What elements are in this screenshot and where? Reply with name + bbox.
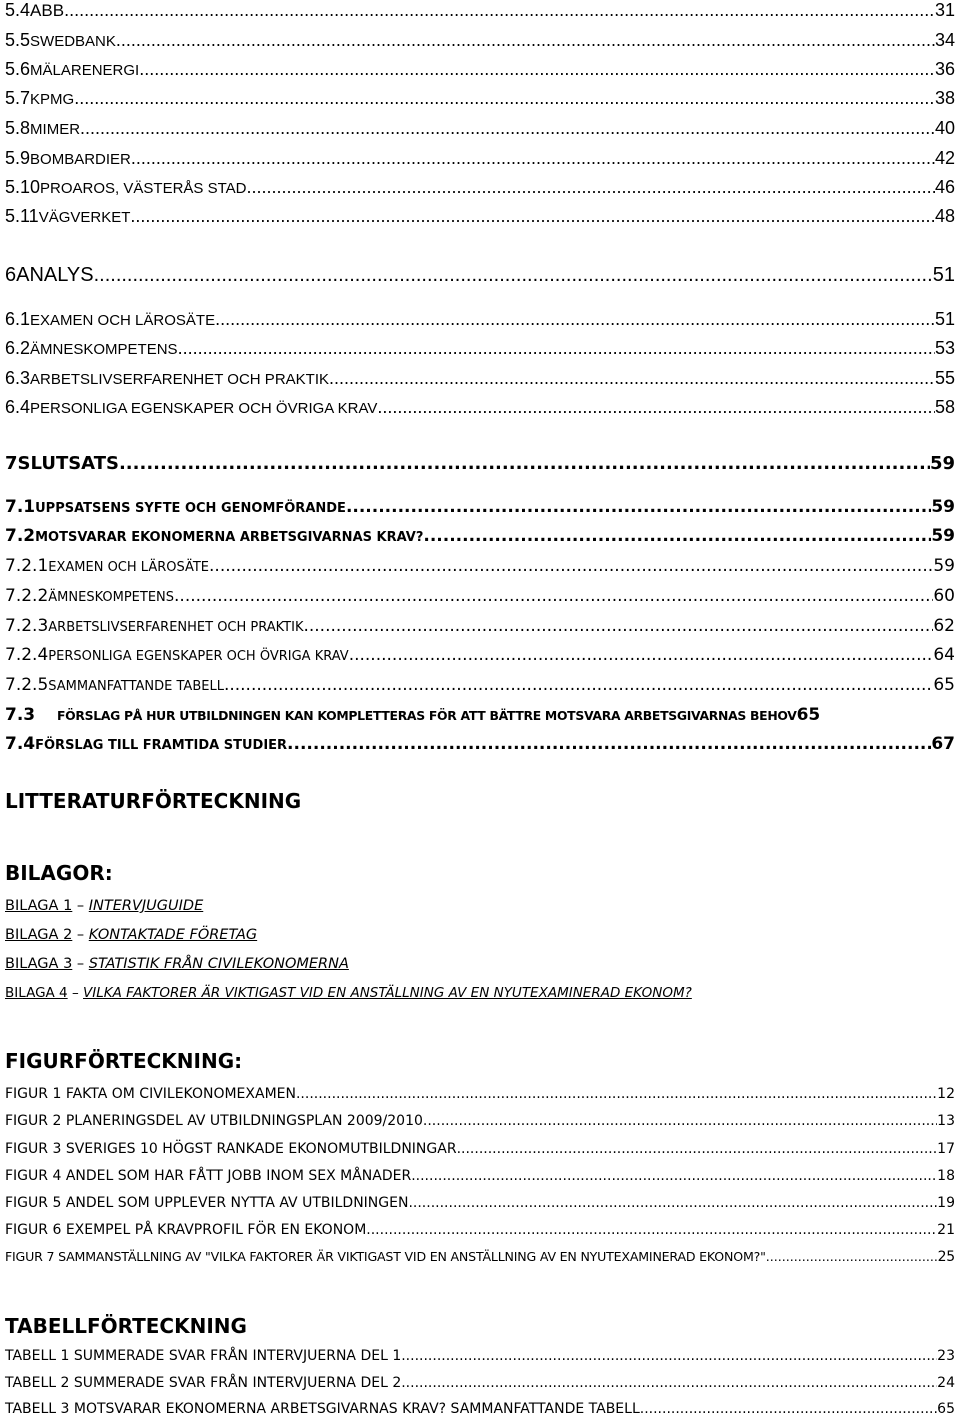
toc-title: SAMMANFATTANDE TABELL	[48, 679, 224, 694]
dot-leader	[119, 453, 930, 474]
toc-number: 5.7	[5, 88, 31, 108]
dot-leader	[411, 1168, 937, 1184]
toc-number: 7.2	[5, 526, 36, 546]
toc-title: PERSONLIGA EGENSKAPER OCH ÖVRIGA KRAV	[48, 649, 349, 664]
toc-page: 38	[934, 88, 955, 108]
dot-leader	[74, 88, 935, 109]
table-page: 24	[937, 1375, 955, 1391]
dot-leader	[401, 1375, 937, 1391]
toc-page: 51	[934, 309, 955, 329]
toc-page: 59	[929, 453, 955, 474]
toc-page: 46	[934, 177, 955, 197]
toc-number: 5.6	[5, 59, 31, 79]
dot-leader	[94, 264, 933, 287]
dot-leader	[366, 1222, 937, 1238]
appendix-title: VILKA FAKTORER ÄR VIKTIGAST VID EN ANSTÄLLNING AV EN NYUTEXAMINERAD EKONOM?	[83, 985, 692, 1001]
toc-entry-7-2[interactable]	[5, 526, 955, 546]
toc-page: 64	[933, 645, 955, 665]
dot-leader	[346, 497, 931, 517]
toc-entry-5-7[interactable]	[5, 88, 955, 109]
table-page: 65	[937, 1401, 955, 1417]
toc-entry-5-9[interactable]	[5, 148, 955, 169]
figure-page: 21	[937, 1222, 955, 1238]
dot-leader	[130, 206, 935, 227]
toc-entry-7-4[interactable]	[5, 734, 955, 754]
dot-leader	[423, 526, 931, 546]
table-entry-3[interactable]	[5, 1401, 955, 1417]
dot-leader	[139, 59, 935, 80]
toc-number: 6.1	[5, 309, 31, 329]
toc-entry-7-2-5[interactable]	[5, 675, 955, 695]
dot-leader	[64, 0, 935, 21]
toc-page: 55	[934, 368, 955, 388]
toc-entry-6[interactable]	[5, 264, 955, 287]
toc-number: 5.4	[5, 0, 31, 20]
dot-leader	[209, 556, 933, 576]
figure-page: 12	[937, 1086, 955, 1102]
toc-entry-7-2-3[interactable]	[5, 616, 955, 636]
table-title: TABELL 3 MOTSVARAR EKONOMERNA ARBETSGIVARNAS KRAV? SAMMANFATTANDE TABELL	[5, 1401, 640, 1417]
toc-page: 40	[934, 118, 955, 138]
figure-entry-3[interactable]	[5, 1141, 955, 1157]
figure-entry-2[interactable]	[5, 1113, 955, 1129]
toc-entry-7-3[interactable]	[5, 705, 955, 725]
toc-page: 59	[933, 556, 955, 576]
dot-leader	[116, 30, 935, 51]
toc-title: FÖRSLAG TILL FRAMTIDA STUDIER	[35, 738, 288, 753]
toc-number: 7.2.3	[5, 616, 49, 636]
toc-entry-6-3[interactable]	[5, 368, 955, 389]
toc-page: 42	[934, 148, 955, 168]
figure-page: 25	[937, 1249, 955, 1265]
toc-page: 53	[934, 338, 955, 358]
toc-number: 5.9	[5, 148, 31, 168]
toc-number: 7.1	[5, 497, 36, 517]
toc-entry-7-2-1[interactable]	[5, 556, 955, 576]
toc-number: 7.2.1	[5, 556, 49, 576]
toc-entry-6-1[interactable]	[5, 309, 955, 330]
toc-title: KPMG	[30, 91, 75, 108]
table-entry-2[interactable]	[5, 1375, 955, 1391]
toc-page: 62	[933, 616, 955, 636]
toc-title: ABB	[30, 1, 65, 20]
toc-page: 67	[931, 734, 955, 754]
toc-number: 6.2	[5, 338, 31, 358]
toc-entry-7-2-2[interactable]	[5, 586, 955, 606]
figures-heading: FIGURFÖRTECKNING:	[5, 1049, 243, 1073]
toc-number: 7	[5, 453, 18, 474]
toc-number: 7.3	[5, 705, 36, 725]
toc-number: 7.2.2	[5, 586, 49, 606]
toc-entry-6-4[interactable]	[5, 397, 955, 418]
figure-title: FIGUR 6 EXEMPEL PÅ KRAVPROFIL FÖR EN EKONOM	[5, 1222, 367, 1238]
dot-leader	[80, 118, 935, 139]
appendix-title: STATISTIK FRÅN CIVILEKONOMERNA	[88, 956, 349, 972]
appendix-title: INTERVJUGUIDE	[88, 898, 204, 914]
toc-title: MOTSVARAR EKONOMERNA ARBETSGIVARNAS KRAV?	[35, 530, 424, 545]
appendix-item-2[interactable]: BILAGA 2 – KONTAKTADE FÖRETAG	[5, 927, 258, 943]
appendix-label: BILAGA 3	[5, 956, 73, 972]
toc-number: 6	[5, 264, 17, 286]
toc-number: 5.10	[5, 177, 41, 197]
figure-title: FIGUR 5 ANDEL SOM UPPLEVER NYTTA AV UTBILDNINGEN	[5, 1195, 409, 1211]
dot-leader	[287, 734, 931, 754]
figure-entry-7[interactable]	[5, 1249, 955, 1265]
toc-number: 7.2.5	[5, 675, 49, 695]
toc-title: ARBETSLIVSERFARENHET OCH PRAKTIK	[30, 371, 329, 388]
figure-title: FIGUR 4 ANDEL SOM HAR FÅTT JOBB INOM SEX MÅNADER	[5, 1168, 412, 1184]
toc-title: ANALYS	[16, 264, 94, 286]
dot-leader	[377, 397, 935, 418]
appendix-item-4[interactable]: BILAGA 4 – VILKA FAKTORER ÄR VIKTIGAST VID EN ANSTÄLLNING AV EN NYUTEXAMINERAD EKONOM?	[5, 985, 692, 1001]
toc-page: 59	[931, 526, 955, 546]
toc-page: 48	[934, 206, 955, 226]
toc-title: ARBETSLIVSERFARENHET OCH PRAKTIK	[48, 620, 304, 635]
toc-title: UPPSATSENS SYFTE OCH GENOMFÖRANDE	[35, 501, 346, 516]
appendix-item-3[interactable]: BILAGA 3 – STATISTIK FRÅN CIVILEKONOMERNA	[5, 956, 349, 972]
toc-page: 65	[796, 705, 821, 725]
dot-leader	[457, 1141, 938, 1157]
toc-title: SWEDBANK	[30, 33, 116, 50]
figure-page: 13	[937, 1113, 955, 1129]
toc-entry-7[interactable]	[5, 453, 955, 474]
toc-title: SLUTSATS	[17, 453, 119, 474]
dot-leader	[329, 368, 935, 389]
toc-page: 60	[933, 586, 955, 606]
toc-title: ÄMNESKOMPETENS	[30, 341, 178, 358]
toc-title: PROAROS, VÄSTERÅS STAD	[40, 180, 247, 197]
figure-page: 19	[937, 1195, 955, 1211]
toc-page: 59	[931, 497, 955, 517]
table-title: TABELL 1 SUMMERADE SVAR FRÅN INTERVJUERNA DEL 1	[5, 1348, 402, 1364]
toc-title: MIMER	[30, 121, 81, 138]
tables-heading: TABELLFÖRTECKNING	[5, 1314, 247, 1338]
toc-title: ÄMNESKOMPETENS	[48, 590, 175, 605]
toc-page: 51	[932, 264, 955, 286]
toc-number: 7.2.4	[5, 645, 49, 665]
appendix-label: BILAGA 4	[5, 985, 68, 1001]
table-page: 23	[937, 1348, 955, 1364]
toc-entry-5-8[interactable]	[5, 118, 955, 139]
dot-leader	[246, 177, 934, 198]
toc-entry-7-2-4[interactable]	[5, 645, 955, 665]
appendix-title: KONTAKTADE FÖRETAG	[88, 927, 258, 943]
toc-entry-7-1[interactable]	[5, 497, 955, 517]
toc-page: 65	[933, 675, 955, 695]
toc-title: BOMBARDIER	[30, 151, 131, 168]
figure-entry-1[interactable]	[5, 1086, 955, 1102]
appendix-label: BILAGA 2	[5, 927, 73, 943]
dot-leader	[766, 1249, 938, 1264]
figure-title: FIGUR 3 SVERIGES 10 HÖGST RANKADE EKONOMUTBILDNINGAR	[5, 1141, 457, 1157]
toc-entry-5-11[interactable]	[5, 206, 955, 227]
toc-page: 31	[934, 0, 955, 20]
appendices-heading: BILAGOR:	[5, 861, 113, 885]
toc-number: 7.4	[5, 734, 36, 754]
toc-title: VÄGVERKET	[38, 209, 131, 226]
dot-leader	[131, 148, 935, 169]
toc-title: MÄLARENERGI	[30, 62, 140, 79]
table-entry-1[interactable]	[5, 1348, 955, 1364]
dot-leader	[174, 586, 933, 606]
table-title: TABELL 2 SUMMERADE SVAR FRÅN INTERVJUERNA DEL 2	[5, 1375, 402, 1391]
toc-number: 6.4	[5, 397, 31, 417]
figure-entry-4[interactable]	[5, 1168, 955, 1184]
figure-entry-5[interactable]	[5, 1195, 955, 1211]
appendix-item-1[interactable]: BILAGA 1 – INTERVJUGUIDE	[5, 898, 204, 914]
appendix-label: BILAGA 1	[5, 898, 73, 914]
toc-title: EXAMEN OCH LÄROSÄTE	[48, 560, 210, 575]
literature-heading: LITTERATURFÖRTECKNING	[5, 789, 302, 813]
toc-entry-5-6[interactable]	[5, 59, 955, 80]
toc-number: 5.5	[5, 30, 31, 50]
toc-number: 6.3	[5, 368, 31, 388]
toc-entry-5-4[interactable]	[5, 0, 955, 21]
figure-entry-6[interactable]	[5, 1222, 955, 1238]
toc-page: 58	[934, 397, 955, 417]
dot-leader	[401, 1348, 937, 1364]
dot-leader	[215, 309, 935, 330]
dot-leader	[349, 645, 934, 665]
toc-title: EXAMEN OCH LÄROSÄTE	[30, 312, 216, 329]
toc-title: PERSONLIGA EGENSKAPER OCH ÖVRIGA KRAV	[30, 400, 378, 417]
dot-leader	[408, 1195, 937, 1211]
figure-page: 17	[937, 1141, 955, 1157]
toc-page: 36	[934, 59, 955, 79]
dot-leader	[640, 1401, 937, 1417]
toc-page: 34	[934, 30, 955, 50]
figure-title: FIGUR 2 PLANERINGSDEL AV UTBILDNINGSPLAN 2009/2010	[5, 1113, 423, 1129]
dot-leader	[303, 616, 933, 636]
dot-leader	[423, 1113, 937, 1129]
figure-title: FIGUR 1 FAKTA OM CIVILEKONOMEXAMEN	[5, 1086, 296, 1102]
toc-entry-5-10[interactable]	[5, 177, 955, 198]
toc-entry-5-5[interactable]	[5, 30, 955, 51]
figure-title: FIGUR 7 SAMMANSTÄLLNING AV "VILKA FAKTORER ÄR VIKTIGAST VID EN ANSTÄLLNING AV EN NYUTEXAMINERAD EKONOM?"	[5, 1249, 766, 1264]
toc-entry-6-2[interactable]	[5, 338, 955, 359]
figure-page: 18	[937, 1168, 955, 1184]
dot-leader	[296, 1086, 937, 1102]
toc-number: 5.11	[5, 206, 39, 226]
dot-leader	[224, 675, 933, 695]
toc-title: FÖRSLAG PÅ HUR UTBILDNINGEN KAN KOMPLETTERAS FÖR ATT BÄTTRE MOTSVARA ARBETSGIVARNAS BEHOV	[57, 708, 797, 723]
dot-leader	[178, 338, 935, 359]
toc-number: 5.8	[5, 118, 31, 138]
